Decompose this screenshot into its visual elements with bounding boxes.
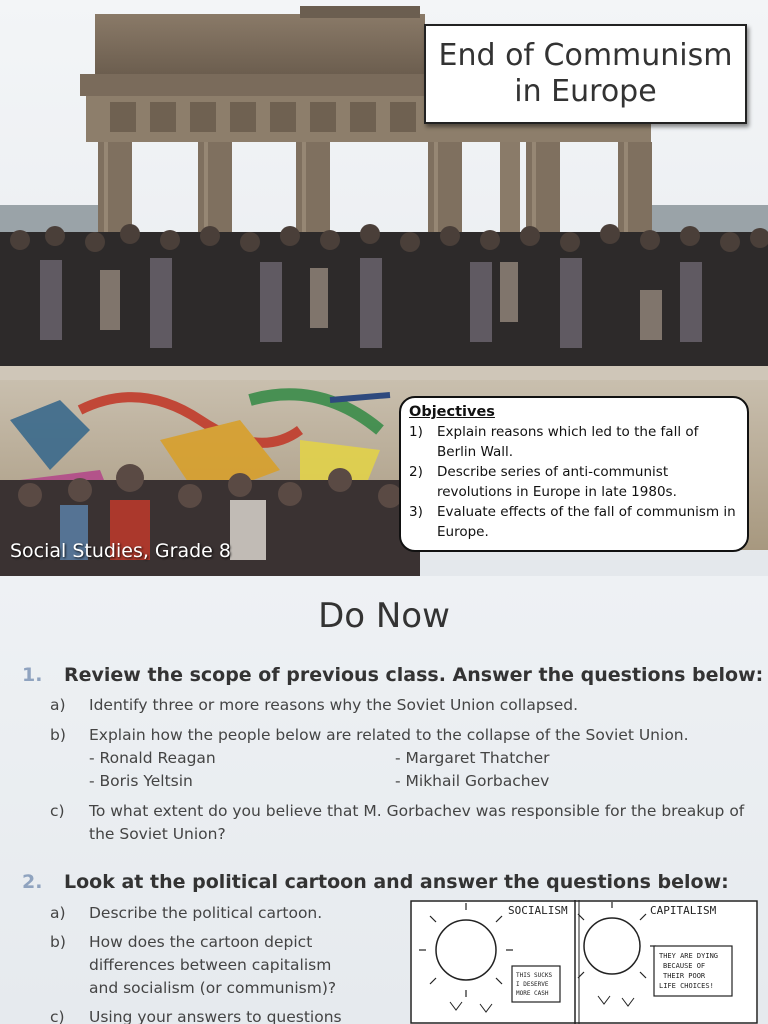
objectives-box: [399, 396, 749, 552]
question-number: 2.: [22, 871, 43, 893]
political-cartoon: [410, 900, 758, 1024]
sub-label: b): [50, 726, 66, 744]
sub-text-line: To what extent do you believe that M. Gorbachev was responsible for the breakup of: [89, 802, 745, 820]
question-1c: [50, 800, 744, 846]
objective-text: Evaluate effects of the fall of communism in Europe.: [437, 504, 736, 540]
objective-item: [409, 462, 737, 502]
protest-sign: [654, 946, 732, 996]
question-2a: [50, 902, 322, 925]
sub-label: a): [50, 904, 66, 922]
sign-text: THEY ARE DYING: [659, 952, 719, 960]
person-yeltsin: - Boris Yeltsin: [89, 772, 193, 790]
objectives-heading: Objectives: [409, 404, 495, 420]
sub-label: b): [50, 933, 66, 951]
sign-text: BECAUSE OF: [663, 962, 706, 970]
sign-text: THIS SUCKS: [516, 972, 553, 979]
sign-text: THEIR POOR: [663, 972, 706, 980]
objective-number: 2): [409, 464, 423, 480]
sub-text-line: differences between capitalism: [89, 956, 332, 974]
question-2c: [50, 1006, 342, 1024]
sub-text-line: How does the cartoon depict: [89, 933, 313, 951]
cartoon-right-title: CAPITALISM: [650, 904, 717, 917]
slide-title: End of Communism in Europe: [424, 24, 747, 124]
person-reagan: - Ronald Reagan: [89, 749, 216, 767]
question-2b: [50, 931, 336, 1000]
do-now-heading: Do Now: [318, 596, 450, 636]
sub-label: c): [50, 1008, 65, 1024]
question-1: [22, 664, 763, 686]
sub-text-line: and socialism (or communism)?: [89, 979, 337, 997]
objective-number: 3): [409, 504, 423, 520]
cartoon-drawing: [410, 900, 758, 1024]
question-text: Review the scope of previous class. Answer the questions below:: [64, 664, 764, 686]
sub-text: Explain how the people below are related to the collapse of the Soviet Union.: [89, 726, 689, 744]
do-now-slide: [0, 576, 768, 1024]
sub-text-line: the Soviet Union?: [89, 825, 226, 843]
question-text: Look at the political cartoon and answer the questions below:: [64, 871, 729, 893]
question-1b: [50, 724, 689, 747]
objective-text: Explain reasons which led to the fall of Berlin Wall.: [437, 424, 699, 460]
sub-text: Using your answers to questions: [89, 1008, 342, 1024]
objective-number: 1): [409, 424, 423, 440]
sub-label: c): [50, 802, 65, 820]
objective-item: [409, 502, 737, 542]
protest-sign: [512, 966, 560, 1002]
sign-text: MORE CASH: [516, 990, 549, 997]
person-thatcher: - Margaret Thatcher: [395, 749, 550, 767]
sign-text: LIFE CHOICES!: [659, 982, 714, 990]
question-number: 1.: [22, 664, 43, 686]
person-gorbachev: - Mikhail Gorbachev: [395, 772, 550, 790]
objective-item: [409, 422, 737, 462]
objective-text: Describe series of anti-communist revolutions in Europe in late 1980s.: [437, 464, 677, 500]
people-list: [89, 747, 689, 793]
sign-text: I DESERVE: [516, 981, 549, 988]
question-2: [22, 871, 729, 893]
objectives-list: [409, 422, 737, 542]
sub-label: a): [50, 696, 66, 714]
question-1a: [50, 694, 578, 717]
cartoon-left-title: SOCIALISM: [508, 904, 568, 917]
sub-text: Describe the political cartoon.: [89, 904, 323, 922]
sub-text: Identify three or more reasons why the Soviet Union collapsed.: [89, 696, 579, 714]
course-subtitle: Social Studies, Grade 8: [10, 540, 231, 562]
